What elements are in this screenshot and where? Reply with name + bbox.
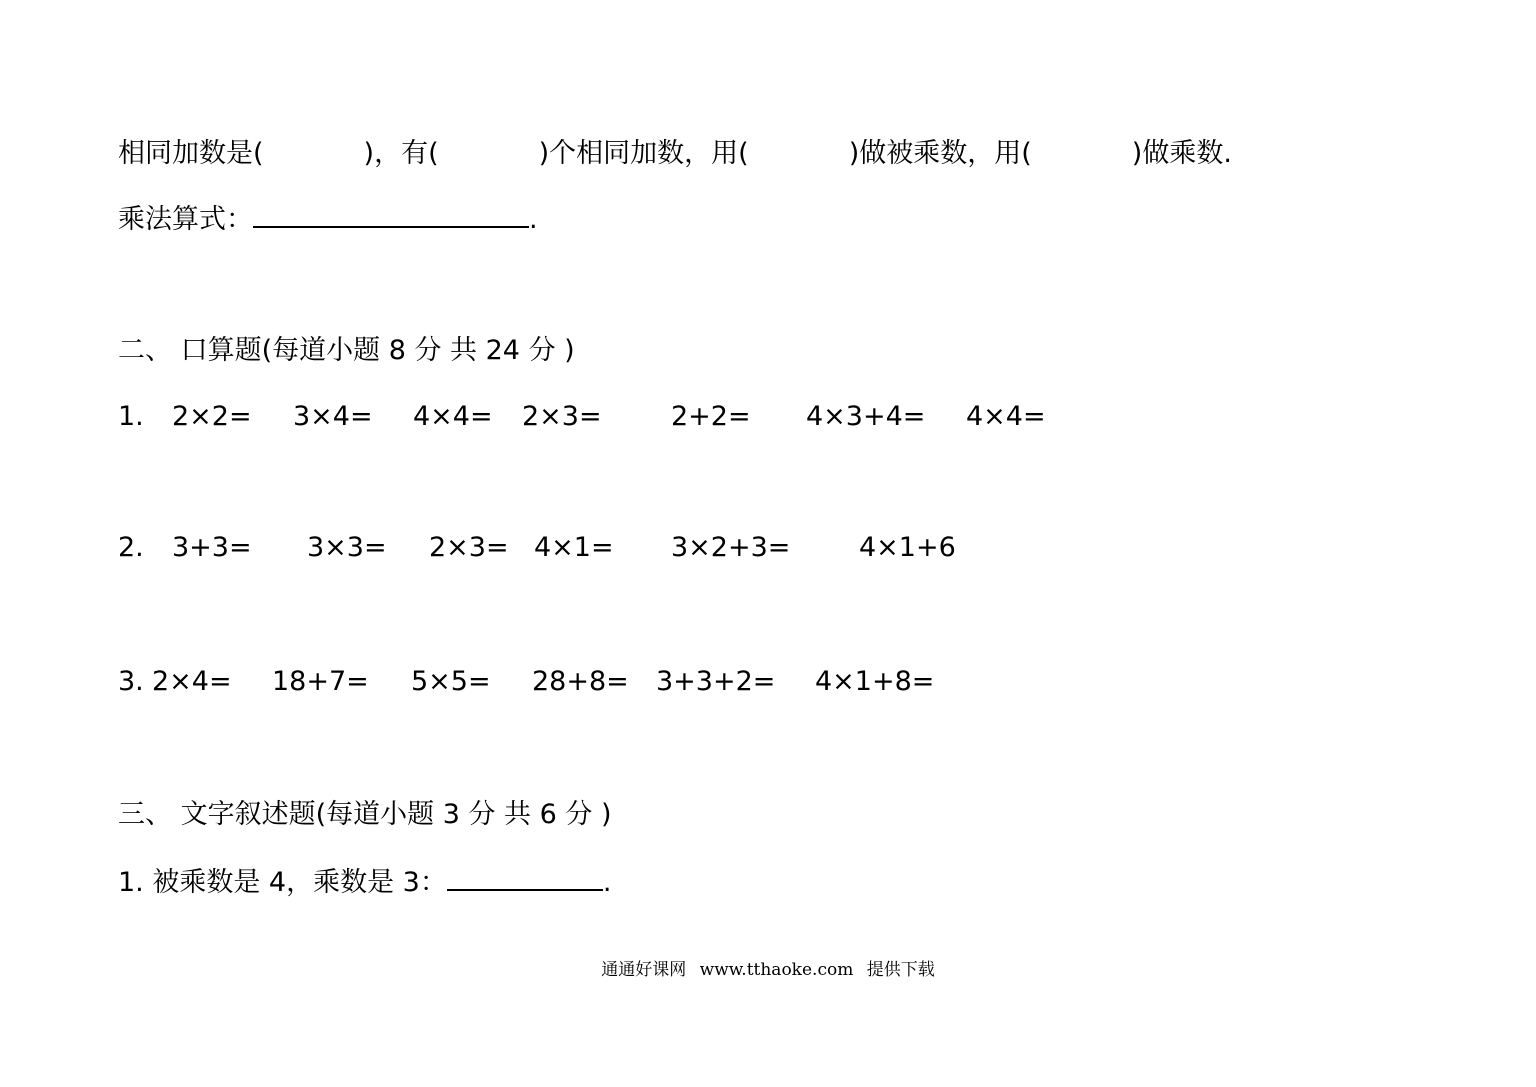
section-3-title: 三、 文字叙述题(每道小题 3 分 共 6 分 ) — [118, 799, 612, 830]
arithmetic-item: 4×4= — [413, 401, 493, 432]
question-text-e: )做乘数. — [1131, 138, 1232, 169]
page-footer — [0, 958, 1536, 982]
arithmetic-item: 2×3= — [429, 532, 509, 563]
row-number: 1. — [118, 401, 144, 432]
arithmetic-item: 3×2+3= — [671, 532, 791, 563]
arithmetic-item: 4×3+4= — [806, 401, 926, 432]
arithmetic-item: 5×5= — [411, 666, 491, 697]
formula-blank[interactable] — [253, 200, 529, 228]
arithmetic-item: 18+7= — [272, 666, 369, 697]
question-text-d: )做被乘数，用( — [848, 138, 1032, 169]
word-problem-end: . — [602, 867, 612, 898]
arithmetic-item: 2×3= — [522, 401, 602, 432]
arithmetic-item: 4×1+8= — [815, 666, 935, 697]
fill-in-question — [118, 136, 1232, 172]
formula-line — [118, 200, 538, 238]
arithmetic-item: 4×4= — [966, 401, 1046, 432]
arithmetic-item: 3+3+2= — [656, 666, 776, 697]
arithmetic-item: 28+8= — [532, 666, 629, 697]
formula-label: 乘法算式： — [118, 204, 253, 235]
word-problem-1 — [118, 863, 611, 901]
footer-suffix: 提供下载 — [866, 960, 935, 980]
arithmetic-item: 3×3= — [307, 532, 387, 563]
arithmetic-item: 3+3= — [172, 532, 252, 563]
question-text-c: )个相同加数，用( — [538, 138, 749, 169]
footer-site-name: 通通好课网 — [601, 960, 687, 980]
formula-end: . — [529, 204, 538, 235]
row-number: 3. — [118, 666, 144, 697]
arithmetic-item: 3×4= — [293, 401, 373, 432]
word-problem-text: 1. 被乘数是 4，乘数是 3： — [118, 867, 447, 898]
arithmetic-item: 2×4= — [152, 666, 232, 697]
arithmetic-item: 2×2= — [172, 401, 252, 432]
question-text-a: 相同加数是( — [118, 138, 264, 169]
question-text-b: )，有( — [363, 138, 439, 169]
arithmetic-item: 4×1= — [534, 532, 614, 563]
section-2-title: 二、 口算题(每道小题 8 分 共 24 分 ) — [118, 335, 575, 366]
arithmetic-item: 4×1+6 — [859, 532, 956, 563]
arithmetic-item: 2+2= — [671, 401, 751, 432]
footer-url[interactable]: www.tthaoke.com — [699, 960, 854, 980]
word-problem-blank[interactable] — [447, 863, 603, 891]
row-number: 2. — [118, 532, 144, 563]
